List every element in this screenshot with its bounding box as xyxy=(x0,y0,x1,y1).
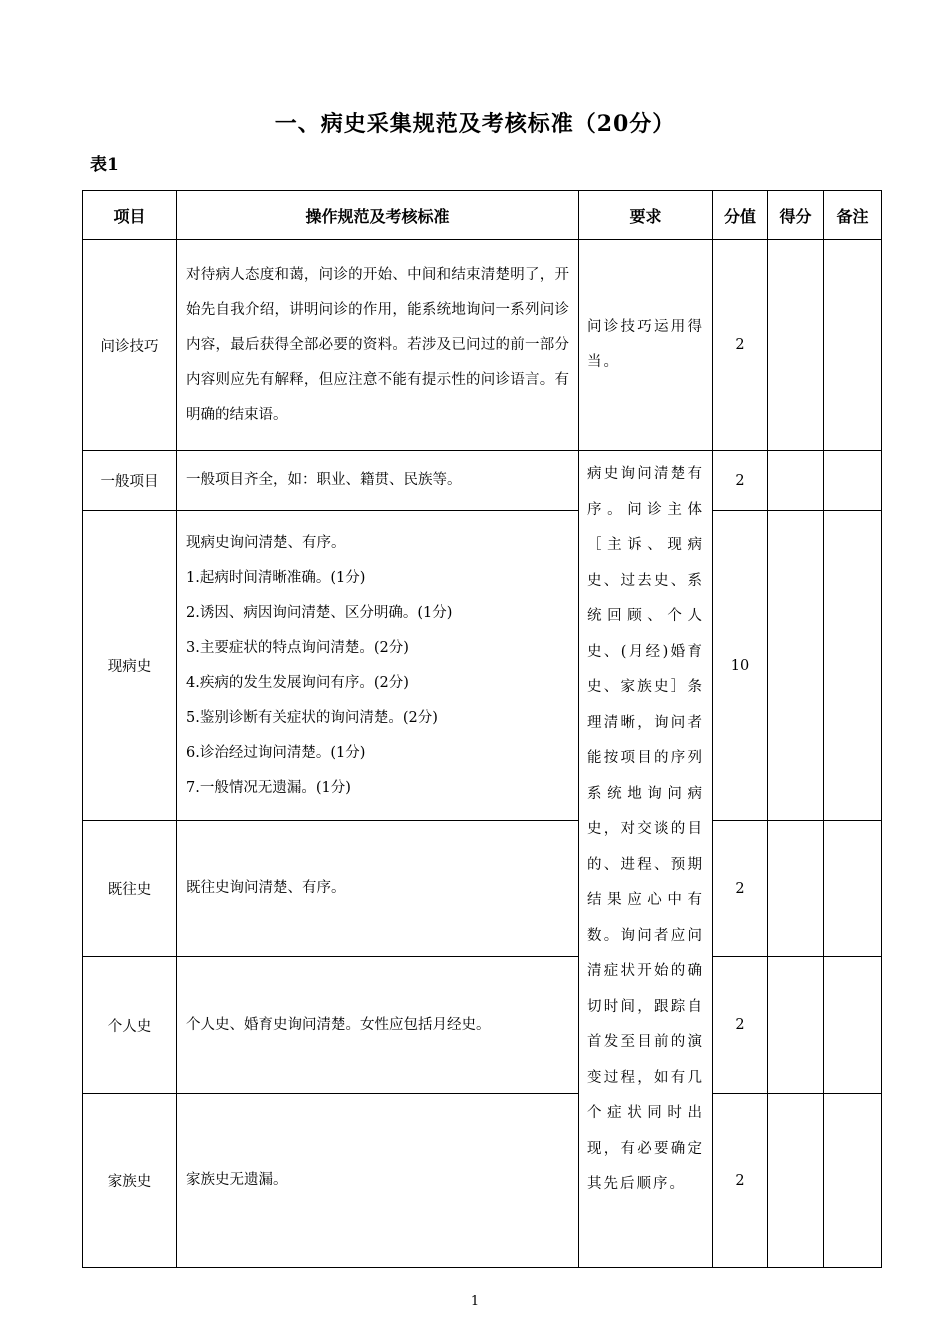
header-score: 分值 xyxy=(713,191,768,240)
row-remark-cell xyxy=(824,1094,882,1268)
row-remark-cell xyxy=(824,451,882,511)
row-standard: 个人史、婚育史询问清楚。女性应包括月经史。 xyxy=(177,957,579,1094)
table-row xyxy=(83,451,882,511)
row-remark-cell xyxy=(824,240,882,451)
header-standard: 操作规范及考核标准 xyxy=(177,191,579,240)
header-item: 项目 xyxy=(83,191,177,240)
row-score: 2 xyxy=(713,1094,768,1268)
page-number: 1 xyxy=(470,1294,480,1309)
list-item: 7.一般情况无遗漏。(1分) xyxy=(186,779,351,796)
list-item: 现病史询问清楚、有序。 xyxy=(186,534,346,551)
list-item: 6.诊治经过询问清楚。(1分) xyxy=(186,744,366,761)
list-item: 1.起病时间清晰准确。(1分) xyxy=(186,569,366,586)
list-item: 4.疾病的发生发展询问有序。(2分) xyxy=(186,674,409,691)
row-score: 2 xyxy=(713,821,768,957)
table-row xyxy=(83,240,882,451)
row-item: 家族史 xyxy=(83,1094,177,1268)
row-got-cell xyxy=(768,1094,824,1268)
header-requirement: 要求 xyxy=(579,191,713,240)
row-item: 问诊技巧 xyxy=(83,240,177,451)
row-item: 现病史 xyxy=(83,511,177,821)
row-got-cell xyxy=(768,451,824,511)
row-got-cell xyxy=(768,821,824,957)
row-standard: 家族史无遗漏。 xyxy=(177,1094,579,1268)
table-row xyxy=(83,957,882,1094)
row-got-cell xyxy=(768,240,824,451)
row-item: 既往史 xyxy=(83,821,177,957)
assessment-table xyxy=(82,190,882,1268)
row-standard: 既往史询问清楚、有序。 xyxy=(177,821,579,957)
header-row xyxy=(83,191,882,240)
row-got-cell xyxy=(768,957,824,1094)
row-remark-cell xyxy=(824,957,882,1094)
row-remark-cell xyxy=(824,511,882,821)
table-row xyxy=(83,1094,882,1268)
table-label: 表1 xyxy=(90,155,119,175)
row-requirement: 问诊技巧运用得当。 xyxy=(579,240,713,451)
shared-requirement: 病史询问清楚有序。问诊主体［主诉、现病史、过去史、系统回顾、个人史、(月经)婚育史、家族史］条理清晰，询问者能按项目的序列系统地询问病史，对交谈的目的、进程、预期结果应心中有数。询问者应问清症状开始的确切时间，跟踪自首发至目前的演变过程，如有几个症状同时出现，有必要确定其先后顺序。 xyxy=(579,451,713,1268)
list-item: 3.主要症状的特点询问清楚。(2分) xyxy=(186,639,409,656)
row-score: 2 xyxy=(713,957,768,1094)
row-score: 2 xyxy=(713,451,768,511)
row-got-cell xyxy=(768,511,824,821)
row-remark-cell xyxy=(824,821,882,957)
list-item: 2.诱因、病因询问清楚、区分明确。(1分) xyxy=(186,604,453,621)
header-remark: 备注 xyxy=(824,191,882,240)
table-row xyxy=(83,821,882,957)
table-row xyxy=(83,511,882,821)
row-standard: 一般项目齐全，如：职业、籍贯、民族等。 xyxy=(177,451,579,511)
header-got: 得分 xyxy=(768,191,824,240)
row-score: 2 xyxy=(713,240,768,451)
row-item: 个人史 xyxy=(83,957,177,1094)
row-score: 10 xyxy=(713,511,768,821)
page-title: 一、病史采集规范及考核标准（20分） xyxy=(274,111,676,137)
list-item: 5.鉴别诊断有关症状的询问清楚。(2分) xyxy=(186,709,438,726)
row-standard: 对待病人态度和蔼，问诊的开始、中间和结束清楚明了，开始先自我介绍，讲明问诊的作用，能系统地询问一系列问诊内容，最后获得全部必要的资料。若涉及已问过的前一部分内容则应先有解释，但应注意不能有提示性的问诊语言。有明确的结束语。 xyxy=(177,240,579,451)
row-standard-list xyxy=(177,511,579,821)
row-item: 一般项目 xyxy=(83,451,177,511)
